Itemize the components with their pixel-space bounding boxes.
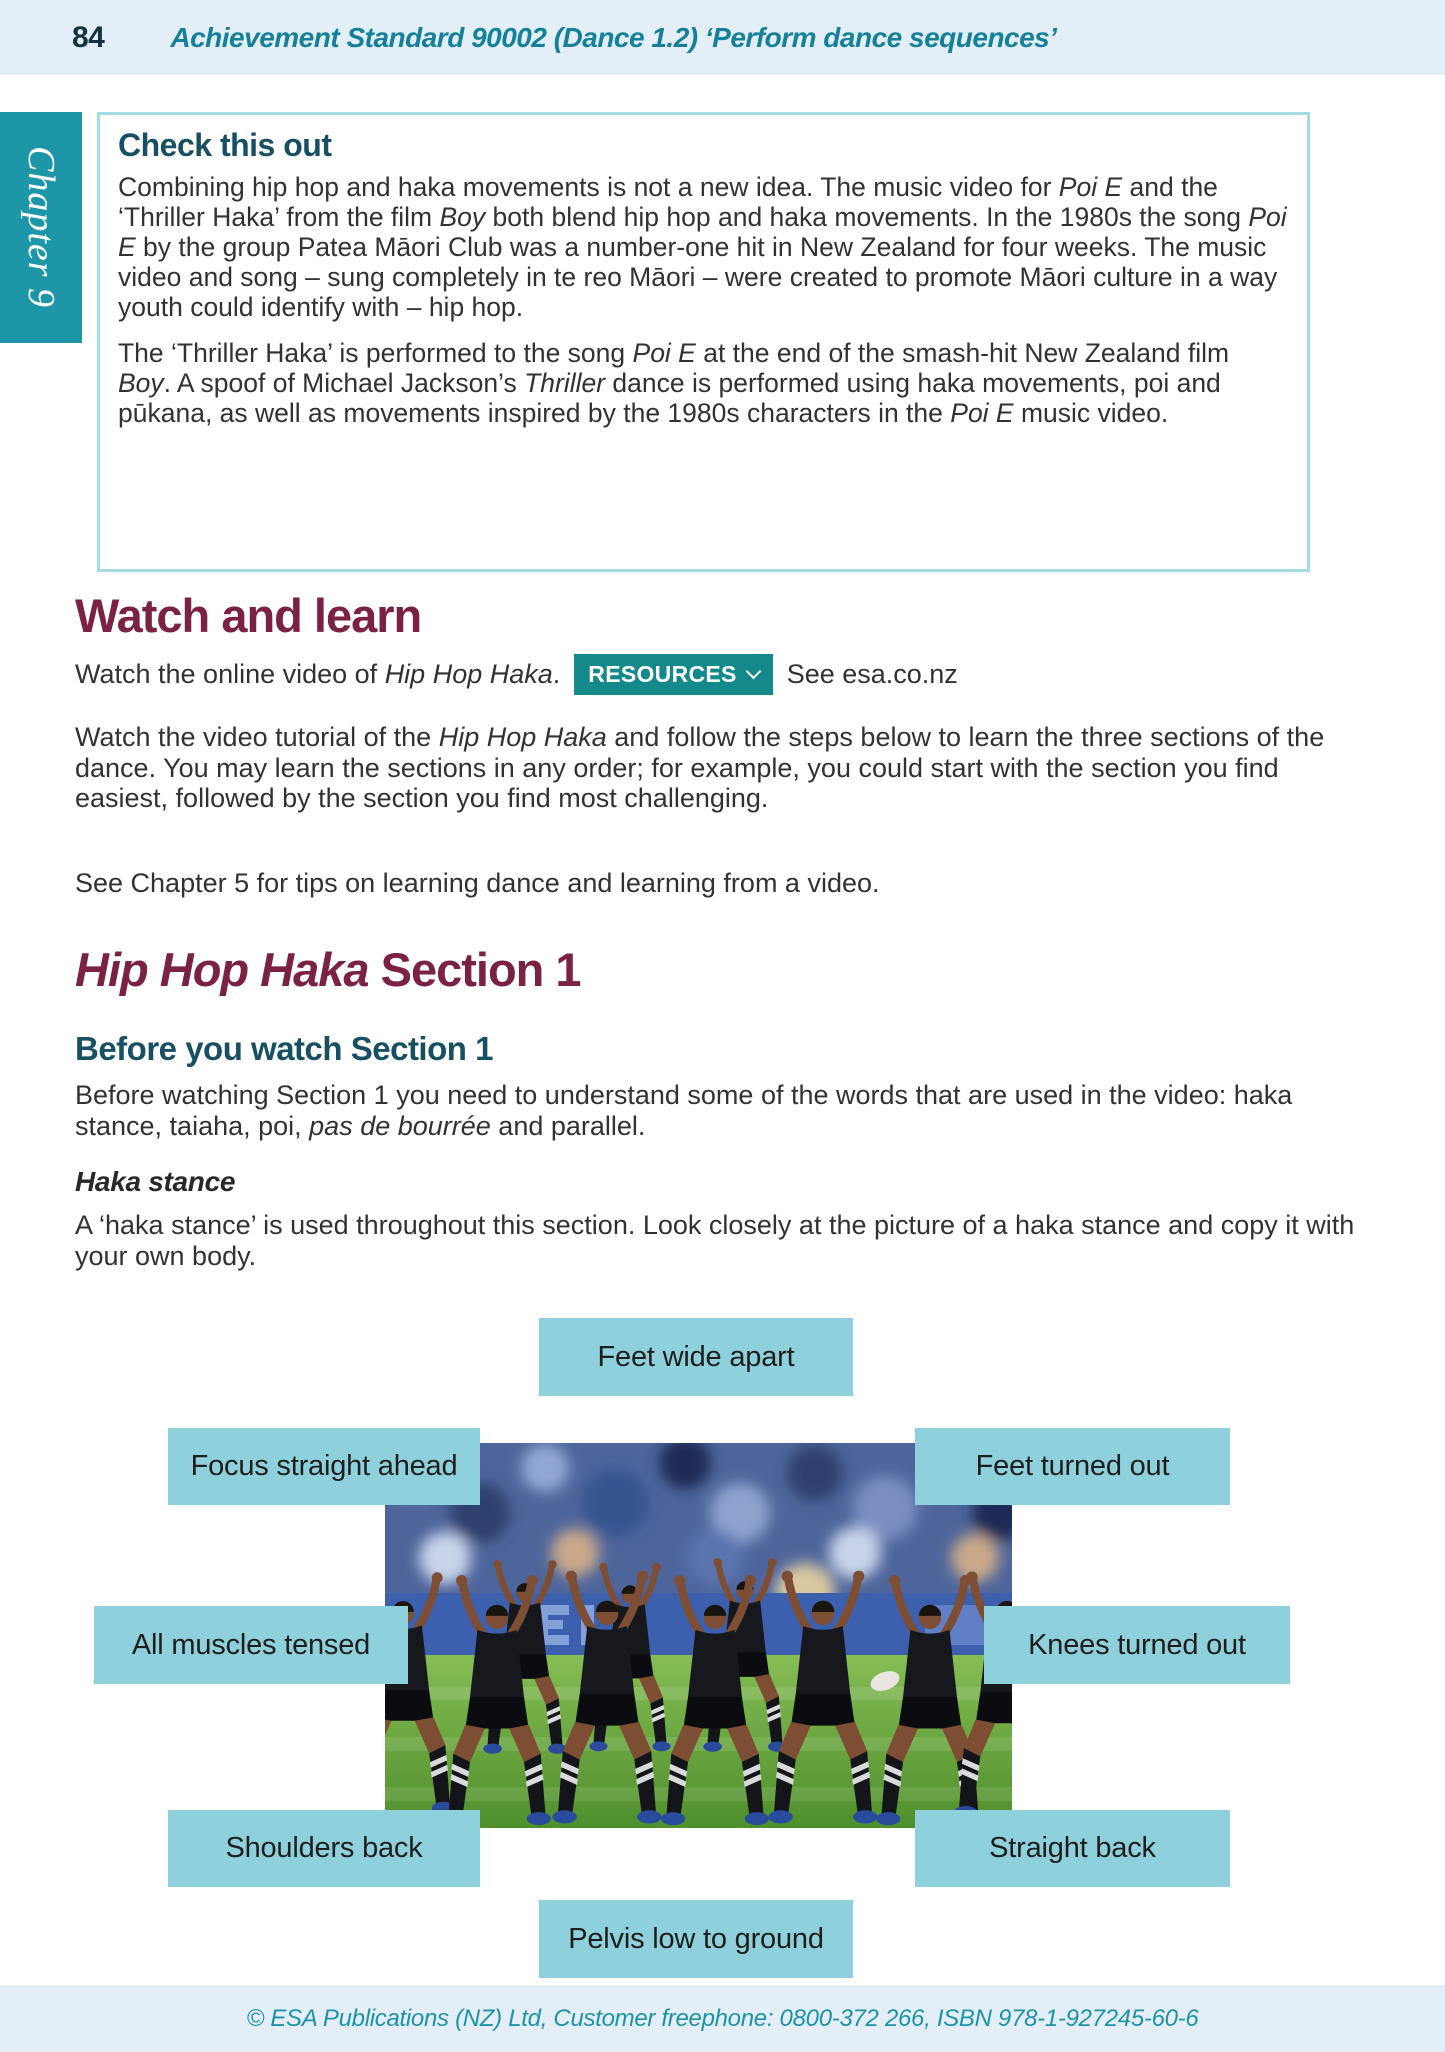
resources-button-label: RESOURCES bbox=[588, 660, 737, 687]
callout-label: Straight back bbox=[989, 1832, 1156, 1864]
see-chapter-note: See Chapter 5 for tips on learning dance and learning from a video. bbox=[75, 868, 880, 898]
callout-feet-wide-apart bbox=[539, 1318, 853, 1396]
haka-stance-heading: Haka stance bbox=[75, 1166, 236, 1197]
callout-label: Shoulders back bbox=[225, 1832, 423, 1864]
section1-title: Hip Hop Haka Section 1 bbox=[75, 943, 581, 996]
callout-knees-turned-out bbox=[984, 1606, 1290, 1684]
callout-straight-back bbox=[915, 1810, 1230, 1887]
watch-and-learn-heading: Watch and learn bbox=[75, 589, 422, 642]
check-box-paragraph-2: The ‘Thriller Haka’ is performed to the song Poi E at the end of the smash-hit New Zealand film Boy. A spoof of Michael Jackson’s Thriller dance is performed using haka movements, poi and pūkana, as well as movements inspired by the 1980s characters in the Poi E music video. bbox=[118, 338, 1230, 428]
running-header-title: Achievement Standard 90002 (Dance 1.2) ‘Perform dance sequences’ bbox=[170, 21, 1057, 53]
before-you-watch-paragraph: Before watching Section 1 you need to understand some of the words that are used in the video: haka stance, taiaha, poi, pas de bourrée and parallel. bbox=[75, 1080, 1293, 1141]
callout-label: Focus straight ahead bbox=[190, 1450, 458, 1482]
callout-label: All muscles tensed bbox=[131, 1628, 371, 1661]
chapter-tab-label: Chapter 9 bbox=[20, 146, 62, 309]
page-footer bbox=[0, 1985, 1445, 2052]
callout-label: Knees turned out bbox=[1028, 1628, 1246, 1661]
callout-feet-turned-out bbox=[915, 1428, 1230, 1505]
page-number: 84 bbox=[72, 20, 105, 54]
callout-shoulders-back bbox=[168, 1810, 480, 1887]
callout-label: Pelvis low to ground bbox=[568, 1922, 824, 1955]
chevron-down-icon bbox=[745, 664, 761, 680]
video-line-text: Watch the online video of Hip Hop Haka. bbox=[75, 658, 561, 689]
check-this-out-box bbox=[97, 112, 1310, 572]
see-esa-text: See esa.co.nz bbox=[786, 658, 958, 689]
callout-label: Feet wide apart bbox=[597, 1340, 795, 1373]
callout-focus-straight-ahead bbox=[168, 1428, 480, 1505]
footer-imprint-text: © ESA Publications (NZ) Ltd, Customer freephone: 0800-372 266, ISBN 978-1-927245-60-6 bbox=[246, 2004, 1199, 2032]
haka-stance-paragraph: A ‘haka stance’ is used throughout this section. Look closely at the picture of a haka stance and copy it with your own body. bbox=[75, 1210, 1355, 1271]
callout-label: Feet turned out bbox=[975, 1450, 1170, 1482]
check-box-paragraph-1: Combining hip hop and haka movements is not a new idea. The music video for Poi E and the ‘Thriller Haka’ from the film Boy both blend hip hop and haka movements. In the 1980s the song Poi E by the group Patea Māori Club was a number-one hit in New Zealand for four weeks. The music video and song – sung completely in te reo Māori – were created to promote Māori culture in a way youth could identify with – hip hop. bbox=[118, 172, 1287, 322]
resources-button[interactable] bbox=[574, 654, 772, 695]
video-line bbox=[75, 652, 958, 696]
tutorial-paragraph: Watch the video tutorial of the Hip Hop Haka and follow the steps below to learn the three sections of the dance. You may learn the sections in any order; for example, you could start with the section you find easiest, followed by the section you find most challenging. bbox=[75, 722, 1325, 813]
page-header bbox=[0, 0, 1445, 75]
callout-all-muscles-tensed bbox=[94, 1606, 408, 1684]
before-you-watch-heading: Before you watch Section 1 bbox=[75, 1030, 493, 1067]
check-box-title: Check this out bbox=[118, 127, 332, 163]
chapter-tab bbox=[0, 112, 82, 343]
callout-pelvis-low-to-ground bbox=[539, 1900, 853, 1978]
